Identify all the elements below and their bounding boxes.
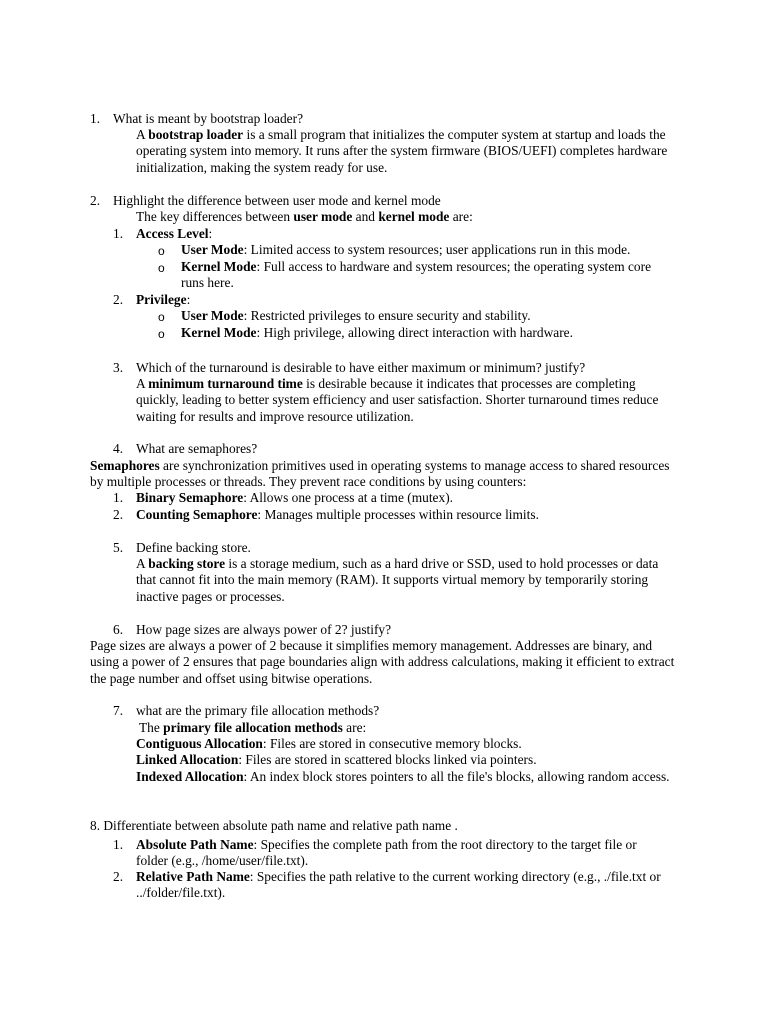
list-item: Contiguous Allocation: Files are stored in consecutive memory blocks. [136,736,522,751]
bullet-icon: o [158,244,165,258]
list-item: Privilege: [136,292,191,307]
list-item: Counting Semaphore: Manages multiple processes within resource limits. [136,507,539,522]
bullet-icon: o [158,261,165,275]
question-text: Highlight the difference between user mode and kernel mode [113,193,441,208]
answer-paragraph: Semaphores are synchronization primitives used in operating systems to manage access to shared resources by multiple processes or threads. They prevent race conditions by using counters: [90,458,670,490]
answer-paragraph: A backing store is a storage medium, such as a hard drive or SSD, used to hold processes or data that cannot fit into the main memory (RAM). It supports virtual memory by temporarily storing inactive pages or processes. [136,556,659,604]
list-number: 1. [113,226,124,241]
question-text: 8. Differentiate between absolute path name and relative path name . [90,818,458,833]
question-number: 1. [90,111,101,126]
bold-term: bootstrap loader [148,127,244,142]
list-item: Absolute Path Name: Specifies the complete path from the root directory to the target file or folder (e.g., /home/user/file.txt). [136,837,637,869]
bullet-icon: o [158,310,165,324]
question-text: what are the primary file allocation methods? [136,703,380,718]
answer-paragraph: A bootstrap loader is a small program that initializes the computer system at startup and loads the operating system into memory. It runs after the system firmware (BIOS/UEFI) completes hardware initialization, making the system ready for use. [136,127,668,175]
answer-paragraph: A minimum turnaround time is desirable because it indicates that processes are completing quickly, leading to better system efficiency and user satisfaction. Shorter turnaround times reduce waiting for results and improve resource utilization. [136,376,659,424]
answer-paragraph: Page sizes are always a power of 2 because it simplifies memory management. Addresses are binary, and using a power of 2 ensures that page boundaries align with address calculations, making it efficient to extract the page number and offset using bitwise operations. [90,638,675,686]
question-text: Define backing store. [136,540,251,555]
question-number: 7. [113,703,124,718]
bullet-icon: o [158,327,165,341]
question-number: 3. [113,360,124,375]
list-number: 1. [113,837,124,852]
list-item: Access Level: [136,226,213,241]
question-text: What are semaphores? [136,441,258,456]
answer-intro: The primary file allocation methods are: [139,720,367,735]
question-number: 5. [113,540,124,555]
list-item: Binary Semaphore: Allows one process at a time (mutex). [136,490,454,505]
list-number: 1. [113,490,124,505]
question-text: Which of the turnaround is desirable to have either maximum or minimum? justify? [136,360,586,375]
list-item: User Mode: Restricted privileges to ensure security and stability. [181,308,531,323]
list-item: Kernel Mode: High privilege, allowing direct interaction with hardware. [181,325,573,340]
list-number: 2. [113,869,124,884]
list-number: 2. [113,292,124,307]
list-number: 2. [113,507,124,522]
question-text: How page sizes are always power of 2? justify? [136,622,392,637]
answer-intro: The key differences between user mode and kernel mode are: [136,209,473,224]
list-item: User Mode: Limited access to system resources; user applications run in this mode. [181,242,631,257]
list-item: Kernel Mode: Full access to hardware and system resources; the operating system core runs here. [181,259,652,291]
list-item: Linked Allocation: Files are stored in scattered blocks linked via pointers. [136,752,537,767]
list-item: Relative Path Name: Specifies the path relative to the current working directory (e.g., ./file.txt or ../folder/file.txt). [136,869,661,901]
question-number: 6. [113,622,124,637]
question-text: What is meant by bootstrap loader? [113,111,304,126]
list-item: Indexed Allocation: An index block stores pointers to all the file's blocks, allowing random access. [136,769,670,784]
question-number: 2. [90,193,101,208]
question-number: 4. [113,441,124,456]
